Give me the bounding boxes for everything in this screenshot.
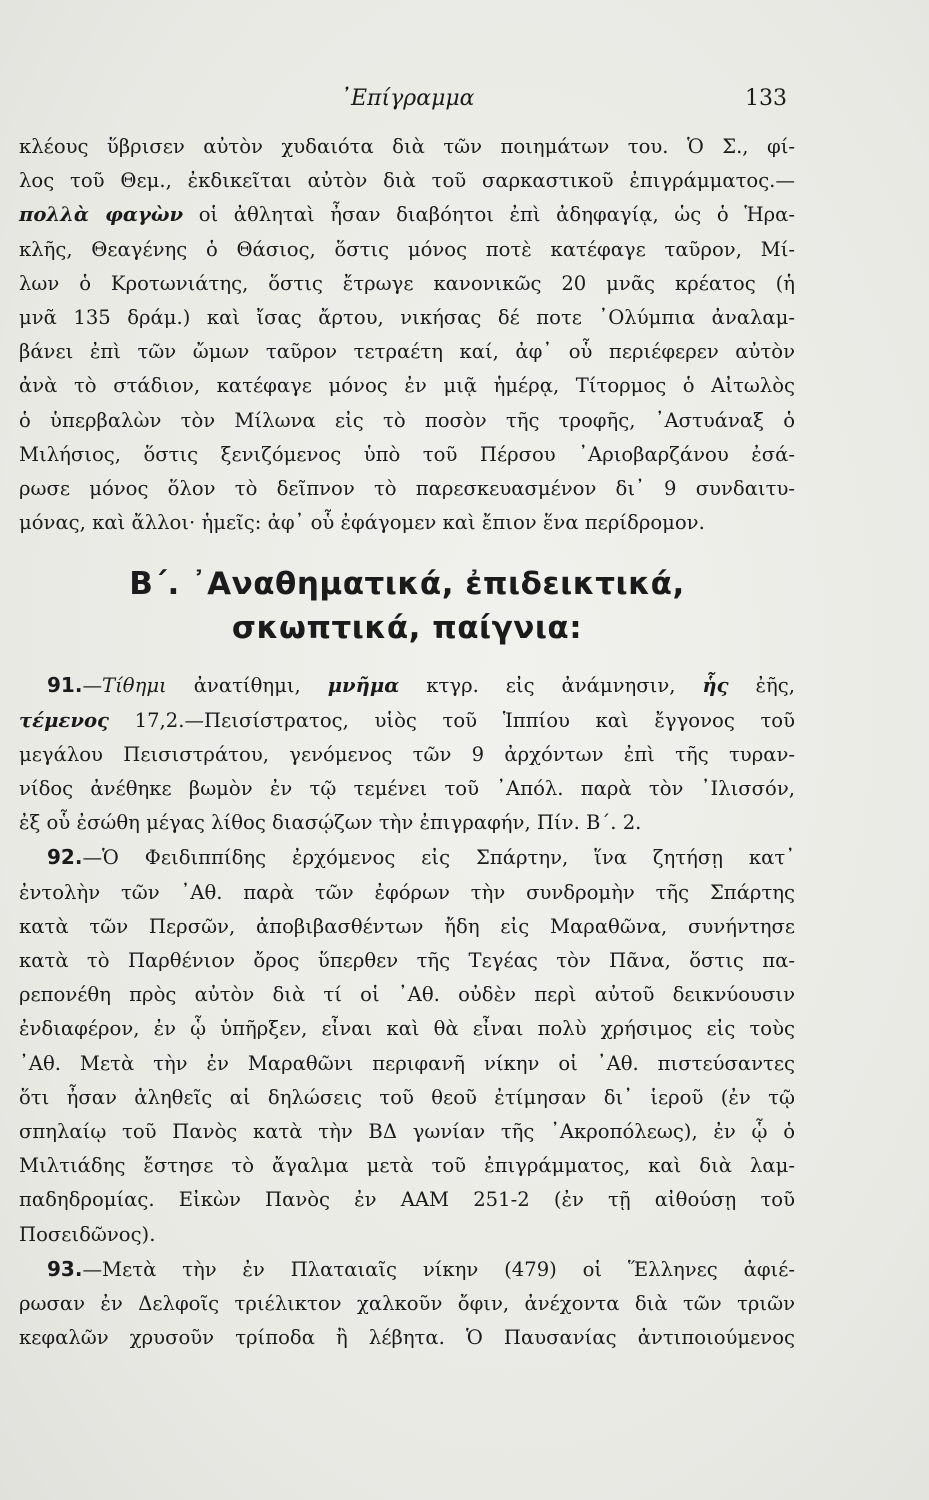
section-heading — [19, 562, 795, 650]
lemma: τέμενος — [19, 708, 109, 732]
entry-text: —Μετὰ τὴν ἐν Πλαταιαῖς νίκην (479) οἱ Ἕλληνες ἀφιέ- — [82, 1257, 795, 1281]
text-line-lemma — [19, 198, 795, 232]
section-heading-line: Β΄. ᾿Αναθηματικά, ἐπιδεικτικά, — [129, 566, 685, 603]
lemma: μνῆμα — [327, 674, 400, 698]
page-body — [19, 130, 795, 1356]
text-line: λων ὁ Κροτωνιάτης, ὅστις ἔτρωγε κανονικῶς 20 μνᾶς κρέατος (ἡ — [19, 271, 795, 295]
text-line: ᾿Αθ. Μετὰ τὴν ἐν Μαραθῶνι περιφανῆ νίκην οἱ ᾿Αθ. πιστεύσαντες — [19, 1051, 795, 1075]
text-line: κεφαλῶν χρυσοῦν τρίποδα ἢ λέβητα. Ὁ Παυσανίας ἀντιποιούμενος — [19, 1326, 795, 1350]
entry-number: 93. — [47, 1256, 83, 1281]
text-line: Μιλτιάδης ἔστησε τὸ ἄγαλμα μετὰ τοῦ ἐπιγράμματος, καὶ διὰ λαμ- — [19, 1154, 795, 1178]
text-line — [19, 704, 795, 738]
text-line: κλῆς, Θεαγένης ὁ Θάσιος, ὅστις μόνος ποτὲ κατέφαγε ταῦρον, Μί- — [19, 237, 795, 261]
text-line: νίδος ἀνέθηκε βωμὸν ἐν τῷ τεμένει τοῦ ᾿Απόλ. παρὰ τὸν ᾿Ιλισσόν, — [19, 777, 795, 801]
lemma: πολλὰ φαγὼν — [19, 203, 184, 227]
text-line: κατὰ τῶν Περσῶν, ἀποβιβασθέντων ἤδη εἰς Μαραθῶνα, συνήντησε — [19, 914, 795, 938]
text-line: μεγάλου Πεισιστράτου, γενόμενος τῶν 9 ἀρχόντων ἐπὶ τῆς τυραν- — [19, 742, 795, 766]
text-line: ρεπονέθη πρὸς αὐτὸν διὰ τί οἱ ᾿Αθ. οὐδὲν περὶ αὐτοῦ δεικνύουσιν — [19, 983, 795, 1007]
text-line: ἀνὰ τὸ στάδιον, κατέφαγε μόνος ἐν μιᾷ ἡμέρᾳ, Τίτορμος ὁ Αἰτωλὸς — [19, 374, 795, 398]
running-title: ᾿Επίγραμμα — [340, 86, 475, 111]
text-line: κατὰ τὸ Παρθένιον ὄρος ὕπερθεν τῆς Τεγέας τὸν Πᾶνα, ὅστις πα- — [19, 949, 795, 973]
text-line: λος τοῦ Θεμ., ἐκδικεῖται αὐτὸν διὰ τοῦ σαρκαστικοῦ ἐπιγράμματος.— — [19, 169, 795, 193]
text-line: μόνας, καὶ ἄλλοι· ἡμεῖς: ἀφ᾿ οὗ ἐφάγομεν καὶ ἔπιον ἕνα περίδρομον. — [19, 511, 705, 535]
text-line: ἐνδιαφέρον, ἐν ᾧ ὑπῆρξεν, εἶναι καὶ θὰ εἶναι πολὺ χρήσιμος εἰς τοὺς — [19, 1017, 795, 1041]
gloss: κτγρ. εἰς ἀνάμνησιν, — [399, 674, 703, 698]
text-line: Ποσειδῶνος). — [19, 1222, 156, 1246]
text-line: ἐξ οὗ ἐσώθη μέγας λίθος διασῴζων τὴν ἐπιγραφήν, Πίν. Β΄. 2. — [19, 811, 642, 835]
gloss: ἀνατίθημι, — [166, 674, 328, 698]
gloss: ἐῆς, — [728, 674, 795, 698]
text-line: μνᾶ 135 δράμ.) καὶ ἴσας ἄρτου, νικήσας δέ ποτε ᾿Ολύμπια ἀναλαμ- — [19, 306, 795, 330]
gloss: 17,2.—Πεισίστρατος, υἱὸς τοῦ Ἱππίου καὶ ἔγγονος τοῦ — [108, 708, 795, 732]
text-line: ἐντολὴν τῶν ᾿Αθ. παρὰ τῶν ἐφόρων τὴν συνδρομὴν τῆς Σπάρτης — [19, 880, 795, 904]
section-heading-line: σκωπτικά, παίγνια: — [231, 610, 583, 647]
text-line: ρωσαν ἐν Δελφοῖς τριέλικτον χαλκοῦν ὄφιν, ἀνέχοντα διὰ τῶν τριῶν — [19, 1292, 795, 1316]
text-line: βάνει ἐπὶ τῶν ὤμων ταῦρον τετραέτη καί, ἀφ᾿ οὗ περιέφερεν αὐτὸν — [19, 340, 795, 364]
text-line: κλέους ὕβρισεν αὐτὸν χυδαιότα διὰ τῶν ποιημάτων του. Ὁ Σ., φί- — [19, 135, 795, 158]
text-line: ὁ ὑπερβαλὼν τὸν Μίλωνα εἰς τὸ ποσὸν τῆς τροφῆς, ᾿Αστυάναξ ὁ — [19, 408, 795, 432]
lemma: —Τίθημι — [82, 674, 167, 698]
entry-91-first-line — [19, 668, 795, 703]
entry-number: 91. — [47, 673, 83, 698]
entry-text: —Ὁ Φειδιππίδης ἐρχόμενος εἰς Σπάρτην, ἵνα ζητήσῃ κατ᾿ — [82, 846, 795, 870]
entry-number: 92. — [47, 845, 83, 870]
text-line: σπηλαίῳ τοῦ Πανὸς κατὰ τὴν ΒΔ γωνίαν τῆς ᾿Ακροπόλεως), ἐν ᾧ ὁ — [19, 1120, 795, 1144]
lemma-gloss: οἱ ἀθληταὶ ἦσαν διαβόητοι ἐπὶ ἀδηφαγίᾳ, ὡς ὁ Ἡρα- — [183, 203, 796, 227]
entry-92-first-line — [19, 840, 795, 875]
text-line: ὅτι ἦσαν ἀληθεῖς αἱ δηλώσεις τοῦ θεοῦ ἐτίμησαν δι᾿ ἱεροῦ (ἐν τῷ — [19, 1085, 795, 1109]
text-line: Μιλήσιος, ὅστις ξενιζόμενος ὑπὸ τοῦ Πέρσου ᾿Αριοβαρζάνου ἐσά- — [19, 442, 795, 466]
lemma: ἧς — [702, 674, 729, 698]
entry-93-first-line — [19, 1252, 795, 1287]
page-number: 133 — [745, 86, 787, 111]
text-line: παδηδρομίας. Εἰκὼν Πανὸς ἐν ΑΑΜ 251-2 (ἐν τῇ αἰθούσῃ τοῦ — [19, 1188, 795, 1212]
text-line: ρωσε μόνος ὅλον τὸ δεῖπνον τὸ παρεσκευασμένον δι᾿ 9 συνδαιτυ- — [19, 477, 795, 501]
